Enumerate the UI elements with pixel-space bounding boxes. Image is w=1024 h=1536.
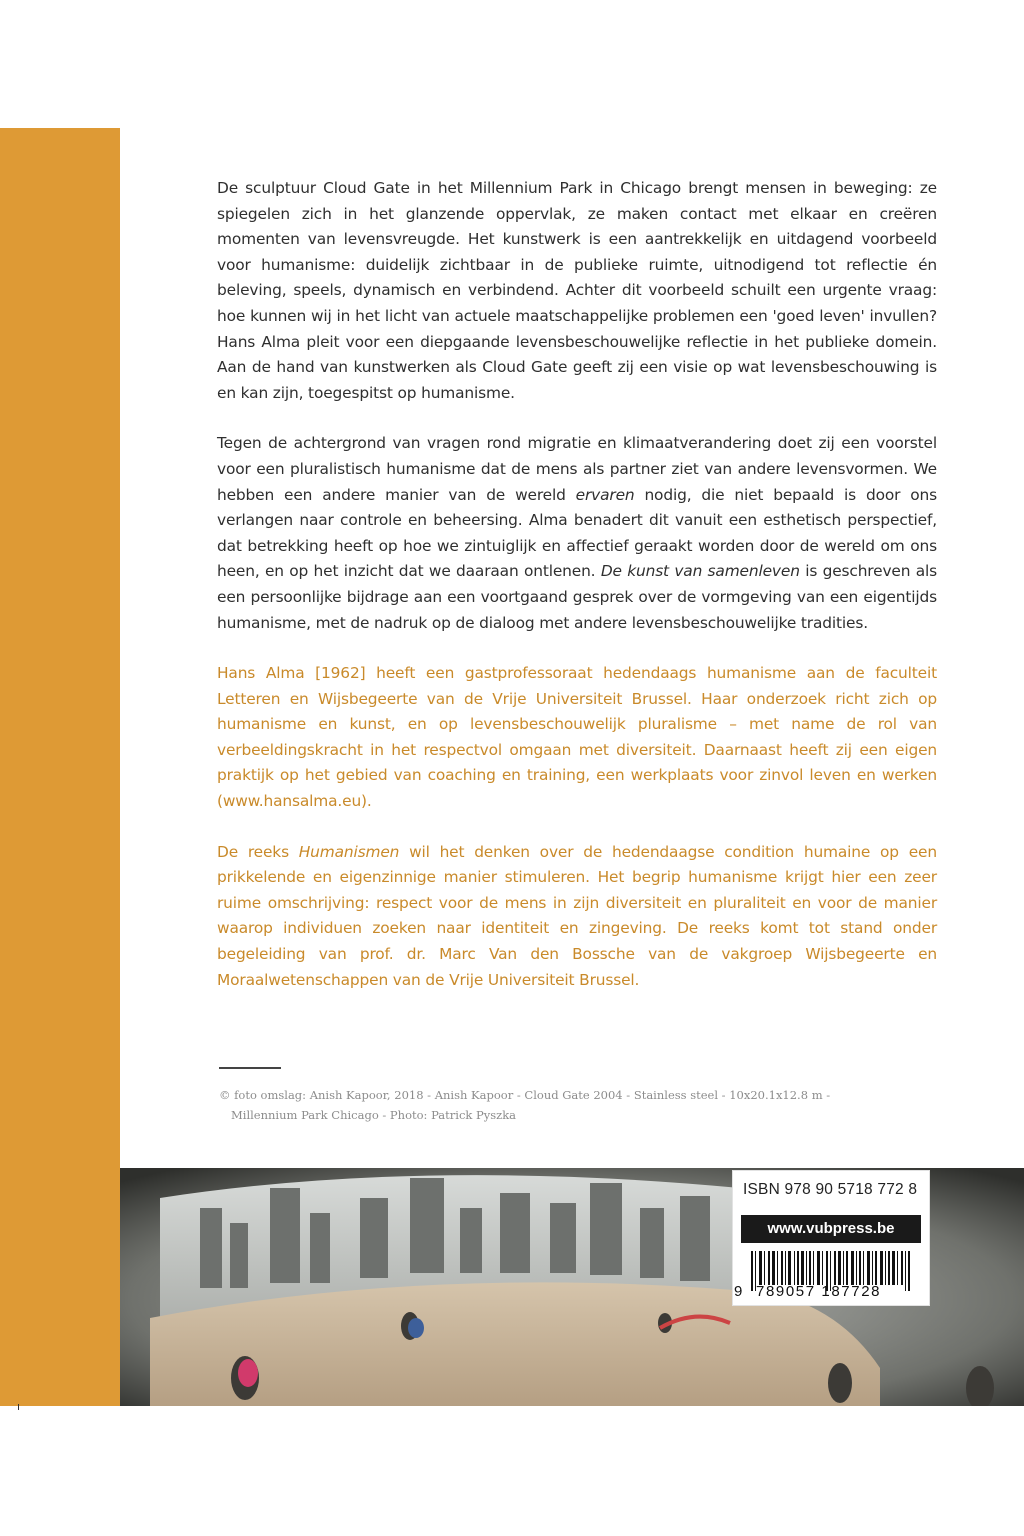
blurb-paragraph-1: De sculptuur Cloud Gate in het Millennium Park in Chicago brengt mensen in beweging: ze spiegelen zich in het glanzende oppervlak, ze maken contact met elkaar en creëren momenten van levensvreugde. Het kunstwerk is een aantrekkelijk en uitdagend voorbeeld voor humanisme: duidelijk zichtbaar in de publieke ruimte, uitnodigend tot reflectie én beleving, speels, dynamisch en verbindend. Achter dit voorbeeld schuilt een urgente vraag: hoe kunnen wij in het licht van actuele maatschappelijke problemen een 'goed leven' invullen? Hans Alma pleit voor een diepgaande levensbeschouwelijke reflectie in het publieke domein. Aan de hand van kunstwerken als Cloud Gate geeft zij een visie op wat levensbeschouwing is en kan zijn, toegespitst op humanisme.: [217, 179, 937, 402]
blurb-text: [217, 176, 937, 993]
series-description: [217, 840, 937, 994]
series-name: Humanismen: [298, 842, 400, 861]
blurb-p2-part-b: nodig, die niet bepaald is door ons verlangen naar controle en beheersing. Alma benadert dit vanuit een esthetisch perspectief, dat betrekking heeft op hoe we zintuiglijk en affectief geraakt worden door de wereld om ons heen, en op het inzicht dat we daaraan ontlenen.: [217, 485, 937, 581]
back-cover: [0, 128, 1024, 1406]
blurb-p2-book-title: De kunst van samenleven: [600, 562, 800, 581]
barcode-first-digit: 9: [734, 1283, 744, 1300]
barcode-remaining-digits: 789057 187728: [756, 1283, 882, 1300]
series-part-b: wil het denken over de hedendaagse condition humaine op een prikkelende en eigenzinnige manier stimuleren. Het begrip humanisme krijgt hier een zeer ruime omschrijving: respect voor de mens in zijn diversiteit en pluraliteit en voor de manier waarop individuen zoeken naar identiteit en zingeving. De reeks komt tot stand onder begeleiding van prof. dr. Marc Van den Bossche van de vakgroep Wijsbegeerte en Moraalwetenschappen van de Vrije Universiteit Brussel.: [217, 842, 937, 989]
divider-rule: [219, 1067, 281, 1069]
photo-credit-line-2: Millennium Park Chicago - Photo: Patrick Pyszka: [231, 1108, 517, 1122]
blurb-paragraph-2: [217, 431, 937, 636]
orange-band: [0, 128, 120, 1406]
blurb-p2-part-a: Tegen de achtergrond van vragen rond migratie en klimaatverandering doet zij een voorstel voor een pluralistisch humanisme dat de mens als partner ziet van andere levensvormen. We hebben een andere manier van de wereld: [217, 434, 937, 504]
isbn-label: ISBN 978 90 5718 772 8: [743, 1181, 918, 1198]
isbn-block: [732, 1170, 930, 1306]
photo-credit-line-1: © foto omslag: Anish Kapoor, 2018 - Anish Kapoor - Cloud Gate 2004 - Stainless steel - 10x20.1x12.8 m -: [219, 1088, 831, 1102]
author-bio: Hans Alma [1962] heeft een gastprofessoraat hedendaags humanisme aan de faculteit Letteren en Wijsbegeerte van de Vrije Universiteit Brussel. Haar onderzoek richt zich op humanisme en kunst, en op levensbeschouwelijk pluralisme – met name de rol van verbeeldingskracht in het respectvol omgaan met diversiteit. Daarnaast heeft zij een eigen praktijk op het gebied van coaching en training, een werkplaats voor zinvol leven en werken (www.hansalma.eu).: [217, 664, 937, 811]
crop-mark: [18, 1404, 19, 1410]
publisher-url: www.vubpress.be: [741, 1215, 921, 1243]
photo-credit: [219, 1085, 939, 1125]
series-part-a: De reeks: [217, 842, 299, 861]
blurb-p2-emphasis-ervaren: ervaren: [575, 485, 635, 504]
blurb-p2-part-c: is geschreven als een persoonlijke bijdrage aan een voortgaand gesprek over de vormgeving van een eigentijds humanisme, met de nadruk op de dialoog met andere levensbeschouwelijke tradities.: [217, 562, 938, 632]
